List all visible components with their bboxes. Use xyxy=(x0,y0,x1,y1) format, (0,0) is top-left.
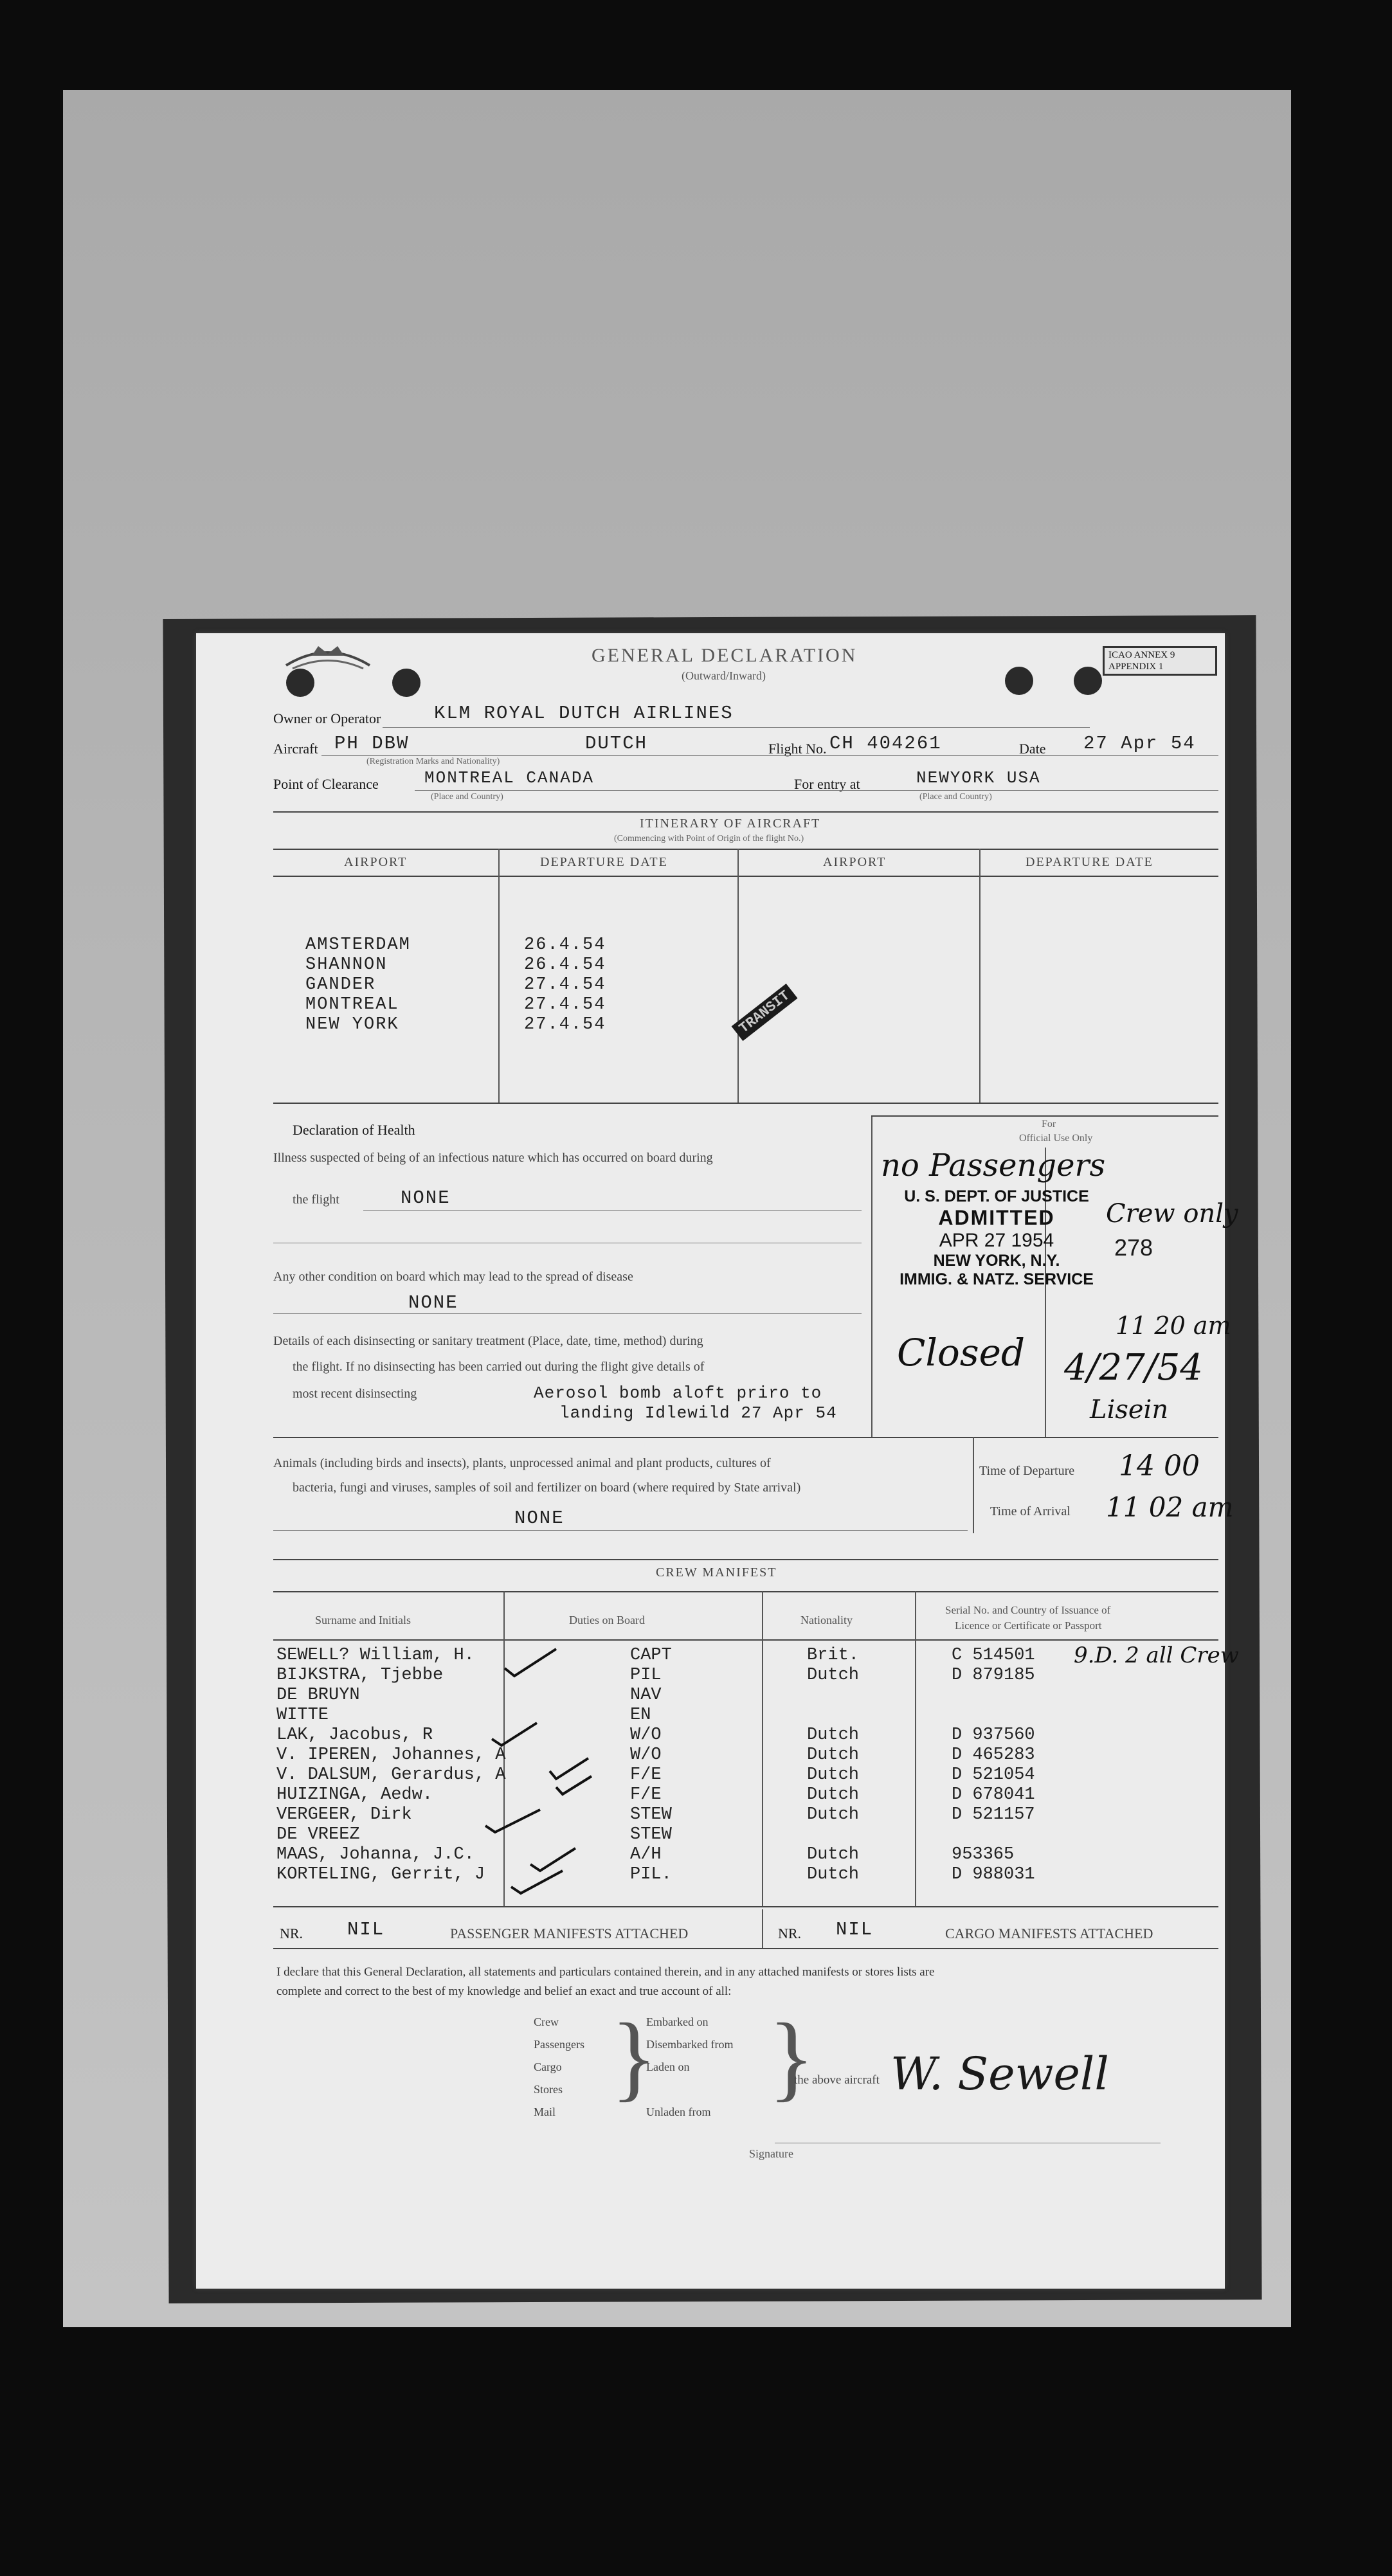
crew-name: HUIZINGA, Aedw. xyxy=(276,1785,433,1805)
crew-name: LAK, Jacobus, R xyxy=(276,1725,433,1745)
clearance-value: MONTREAL CANADA xyxy=(424,768,595,788)
handwritten-signature-official: Lisein xyxy=(1090,1395,1169,1425)
other-condition-value: NONE xyxy=(408,1292,458,1313)
itinerary-airport: MONTREAL xyxy=(305,995,399,1014)
punch-hole-2 xyxy=(392,669,420,697)
animals-value: NONE xyxy=(514,1508,565,1529)
time-departure-value: 14 00 xyxy=(1119,1450,1200,1482)
health-bottom-rule xyxy=(273,1437,1218,1438)
time-box-left xyxy=(973,1437,974,1533)
crew-nationality: Dutch xyxy=(807,1666,860,1685)
itinerary-col-departure-2: DEPARTURE DATE xyxy=(1026,855,1153,869)
crew-serial: D 521054 xyxy=(952,1765,1035,1785)
crew-top-rule xyxy=(273,1559,1218,1560)
crew-serial: D 937560 xyxy=(952,1725,1035,1745)
cargo-nr-label: NR. xyxy=(778,1925,802,1941)
crew-duty: PIL. xyxy=(630,1865,672,1884)
handwritten-number: 278 xyxy=(1114,1234,1153,1261)
declaration-left-item: Stores xyxy=(534,2083,563,2096)
crew-heading: CREW MANIFEST xyxy=(656,1565,777,1580)
official-use-label: Official Use Only xyxy=(1019,1133,1093,1144)
crew-name: SEWELL? William, H. xyxy=(276,1646,475,1665)
illness-text: Illness suspected of being of an infectious nature which has occurred on board during xyxy=(273,1151,713,1165)
date-label: Date xyxy=(1019,741,1046,757)
crew-duty: STEW xyxy=(630,1825,672,1844)
entry-label: For entry at xyxy=(794,776,860,792)
general-declaration-document xyxy=(196,633,1239,2289)
aircraft-label: Aircraft xyxy=(273,741,318,757)
manifest-divider xyxy=(762,1909,763,1948)
crew-serial: D 879185 xyxy=(952,1666,1035,1685)
crew-name: MAAS, Johanna, J.C. xyxy=(276,1845,475,1864)
crew-serial: C 514501 xyxy=(952,1646,1035,1665)
crew-nationality: Dutch xyxy=(807,1765,860,1785)
crew-name: V. IPEREN, Johannes, A xyxy=(276,1745,506,1765)
manifest-bottom-rule xyxy=(273,1948,1218,1949)
crew-col-serial-2: Licence or Certificate or Passport xyxy=(955,1619,1102,1632)
crew-header-bottom xyxy=(273,1639,1218,1641)
itinerary-col-airport-2: AIRPORT xyxy=(823,855,887,869)
declaration-right-item: Laden on xyxy=(646,2060,690,2073)
itinerary-top-rule xyxy=(273,811,1218,813)
declaration-left-item: Mail xyxy=(534,2105,556,2118)
transit-stamp: TRANSIT xyxy=(732,984,798,1041)
itinerary-subheading: (Commencing with Point of Origin of the flight No.) xyxy=(614,834,804,843)
entry-sublabel: (Place and Country) xyxy=(919,792,992,802)
klm-crown-logo xyxy=(280,640,376,678)
itinerary-airport: SHANNON xyxy=(305,955,388,975)
itinerary-date: 27.4.54 xyxy=(524,1015,606,1034)
stamp-line-2: ADMITTED xyxy=(938,1206,1055,1229)
itinerary-airport: NEW YORK xyxy=(305,1015,399,1034)
declaration-brace-1: } xyxy=(611,2004,657,2111)
annex-line-1: ICAO ANNEX 9 xyxy=(1108,650,1175,660)
crew-name: VERGEER, Dirk xyxy=(276,1805,412,1824)
illness-text-2: the flight xyxy=(293,1193,339,1207)
immigration-stamp xyxy=(890,1187,1103,1289)
aircraft-underline xyxy=(321,755,1218,756)
signature-label: Signature xyxy=(749,2147,793,2160)
aircraft-registration: PH DBW xyxy=(334,733,410,754)
passenger-manifest-label: PASSENGER MANIFESTS ATTACHED xyxy=(450,1925,689,1941)
crew-nationality: Dutch xyxy=(807,1745,860,1765)
icao-annex-box xyxy=(1103,646,1217,676)
animals-text-2: bacteria, fungi and viruses, samples of soil and fertilizer on board (where required by State arrival) xyxy=(293,1481,801,1495)
crew-bottom-rule xyxy=(273,1906,1218,1907)
itinerary-date: 27.4.54 xyxy=(524,975,606,995)
crew-col-name: Surname and Initials xyxy=(315,1614,411,1626)
stamp-line-3: APR 27 1954 xyxy=(939,1230,1054,1251)
itinerary-col-departure-1: DEPARTURE DATE xyxy=(540,855,668,869)
flight-value: CH 404261 xyxy=(829,733,942,754)
stamp-line-1: U. S. DEPT. OF JUSTICE xyxy=(904,1187,1089,1205)
itinerary-date: 26.4.54 xyxy=(524,935,606,955)
crew-serial: D 521157 xyxy=(952,1805,1035,1824)
declaration-left-item: Cargo xyxy=(534,2060,562,2073)
disinsecting-value-2: landing Idlewild 27 Apr 54 xyxy=(559,1403,837,1423)
disinsecting-text-2: the flight. If no disinsecting has been carried out during the flight give details of xyxy=(293,1360,705,1374)
aircraft-sublabel: (Registration Marks and Nationality) xyxy=(366,757,500,766)
crew-col-duties: Duties on Board xyxy=(569,1614,645,1626)
itinerary-divider-2 xyxy=(737,849,739,1103)
declaration-left-item: Crew xyxy=(534,2015,559,2028)
other-line xyxy=(273,1313,862,1314)
crew-serial: D 678041 xyxy=(952,1785,1035,1805)
itinerary-date: 27.4.54 xyxy=(524,995,606,1014)
crew-serial: D 465283 xyxy=(952,1745,1035,1765)
illness-value: NONE xyxy=(401,1187,451,1209)
crew-header-top xyxy=(273,1591,1218,1592)
clearance-label: Point of Clearance xyxy=(273,776,379,792)
animals-text: Animals (including birds and insects), plants, unprocessed animal and plant products, cultures of xyxy=(273,1456,771,1470)
crew-duty: CAPT xyxy=(630,1646,672,1665)
owner-underline xyxy=(383,727,1090,728)
crew-divider-3 xyxy=(915,1591,916,1906)
handwritten-crew-only: Crew only xyxy=(1106,1199,1238,1229)
crew-serial: 953365 xyxy=(952,1845,1015,1864)
crew-duty: STEW xyxy=(630,1805,672,1824)
itinerary-divider-1 xyxy=(498,849,500,1103)
time-arrival-label: Time of Arrival xyxy=(990,1504,1071,1518)
itinerary-heading: ITINERARY OF AIRCRAFT xyxy=(640,816,821,831)
declaration-text-2: complete and correct to the best of my knowledge and belief an exact and true account of all: xyxy=(276,1985,732,1998)
crew-nationality: Dutch xyxy=(807,1785,860,1805)
aircraft-nationality: DUTCH xyxy=(585,733,648,754)
official-box-left xyxy=(871,1115,872,1437)
crew-name: DE BRUYN xyxy=(276,1686,360,1705)
crew-nationality: Dutch xyxy=(807,1845,860,1864)
date-value: 27 Apr 54 xyxy=(1083,733,1196,754)
declaration-left-item: Passengers xyxy=(534,2038,584,2051)
itinerary-bottom-rule xyxy=(273,1103,1218,1104)
official-box-top xyxy=(871,1115,1218,1117)
clearance-sublabel: (Place and Country) xyxy=(431,792,503,802)
handwritten-time: 11 20 am xyxy=(1116,1311,1231,1340)
other-condition-text: Any other condition on board which may lead to the spread of disease xyxy=(273,1270,633,1284)
crew-name: DE VREEZ xyxy=(276,1825,360,1844)
handwritten-crew-note: 9.D. 2 all Crew xyxy=(1074,1643,1239,1668)
handwritten-closed: Closed xyxy=(897,1331,1026,1374)
cargo-manifest-label: CARGO MANIFESTS ATTACHED xyxy=(945,1925,1153,1941)
annex-line-2: APPENDIX 1 xyxy=(1108,662,1164,672)
handwritten-date: 4/27/54 xyxy=(1064,1347,1203,1389)
time-arrival-value: 11 02 am xyxy=(1106,1491,1234,1523)
itinerary-date: 26.4.54 xyxy=(524,955,606,975)
crew-duty: A/H xyxy=(630,1845,662,1864)
crew-checkmarks xyxy=(479,1643,672,1900)
owner-label: Owner or Operator xyxy=(273,710,381,726)
crew-duty: NAV xyxy=(630,1686,662,1705)
itinerary-airport: GANDER xyxy=(305,975,376,995)
punch-hole-4 xyxy=(1074,667,1102,695)
above-aircraft-text: the above aircraft xyxy=(794,2073,880,2087)
punch-hole-3 xyxy=(1005,667,1033,695)
document-title: GENERAL DECLARATION xyxy=(592,645,858,666)
declaration-text-1: I declare that this General Declaration, all statements and particulars contained therein, and in any attached manifests or stores lists are xyxy=(276,1965,935,1979)
handwritten-no-passengers: no Passengers xyxy=(881,1148,1106,1184)
crew-divider-2 xyxy=(762,1591,763,1906)
passenger-nr-label: NR. xyxy=(280,1925,303,1941)
illness-line-1 xyxy=(363,1210,862,1211)
crew-name: V. DALSUM, Gerardus, A xyxy=(276,1765,506,1785)
crew-col-serial: Serial No. and Country of Issuance of xyxy=(945,1604,1111,1616)
official-use-for: For xyxy=(1042,1119,1056,1130)
itinerary-divider-3 xyxy=(979,849,981,1103)
declaration-right-item: Disembarked from xyxy=(646,2038,734,2051)
flight-label: Flight No. xyxy=(768,741,827,757)
crew-duty: PIL xyxy=(630,1666,662,1685)
itinerary-header-bottom xyxy=(273,876,1218,877)
crew-nationality: Dutch xyxy=(807,1805,860,1824)
itinerary-header-top xyxy=(273,849,1218,850)
declaration-right-item: Unladen from xyxy=(646,2105,711,2118)
crew-name: BIJKSTRA, Tjebbe xyxy=(276,1666,444,1685)
crew-duty: F/E xyxy=(630,1765,662,1785)
health-title: Declaration of Health xyxy=(293,1122,415,1138)
entry-value: NEWYORK USA xyxy=(916,768,1041,788)
owner-value: KLM ROYAL DUTCH AIRLINES xyxy=(434,703,734,724)
itinerary-col-airport-1: AIRPORT xyxy=(344,855,408,869)
crew-duty: W/O xyxy=(630,1745,662,1765)
stamp-line-4: NEW YORK, N.Y. xyxy=(933,1252,1060,1270)
crew-col-nationality: Nationality xyxy=(800,1614,853,1626)
disinsecting-value-1: Aerosol bomb aloft priro to xyxy=(534,1383,822,1403)
crew-serial: D 988031 xyxy=(952,1865,1035,1884)
declaration-right-item: Embarked on xyxy=(646,2015,709,2028)
crew-duty: W/O xyxy=(630,1725,662,1745)
disinsecting-text-3: most recent disinsecting xyxy=(293,1387,417,1401)
itinerary-airport: AMSTERDAM xyxy=(305,935,411,955)
animals-line xyxy=(273,1530,968,1531)
time-departure-label: Time of Departure xyxy=(979,1464,1075,1478)
crew-duty: F/E xyxy=(630,1785,662,1805)
crew-nationality: Brit. xyxy=(807,1646,860,1665)
stamp-line-5: IMMIG. & NATZ. SERVICE xyxy=(899,1270,1094,1288)
crew-name: KORTELING, Gerrit, J xyxy=(276,1865,485,1884)
disinsecting-text: Details of each disinsecting or sanitary treatment (Place, date, time, method) during xyxy=(273,1334,703,1348)
document-subtitle: (Outward/Inward) xyxy=(682,669,766,682)
captain-signature: W. Sewell xyxy=(890,2048,1109,2100)
clearance-underline xyxy=(415,790,1218,791)
crew-nationality: Dutch xyxy=(807,1725,860,1745)
cargo-nr-value: NIL xyxy=(836,1919,874,1940)
crew-name: WITTE xyxy=(276,1706,329,1725)
crew-nationality: Dutch xyxy=(807,1865,860,1884)
declaration-brace-2: } xyxy=(768,2004,815,2111)
passenger-nr-value: NIL xyxy=(347,1919,385,1940)
crew-duty: EN xyxy=(630,1706,651,1725)
